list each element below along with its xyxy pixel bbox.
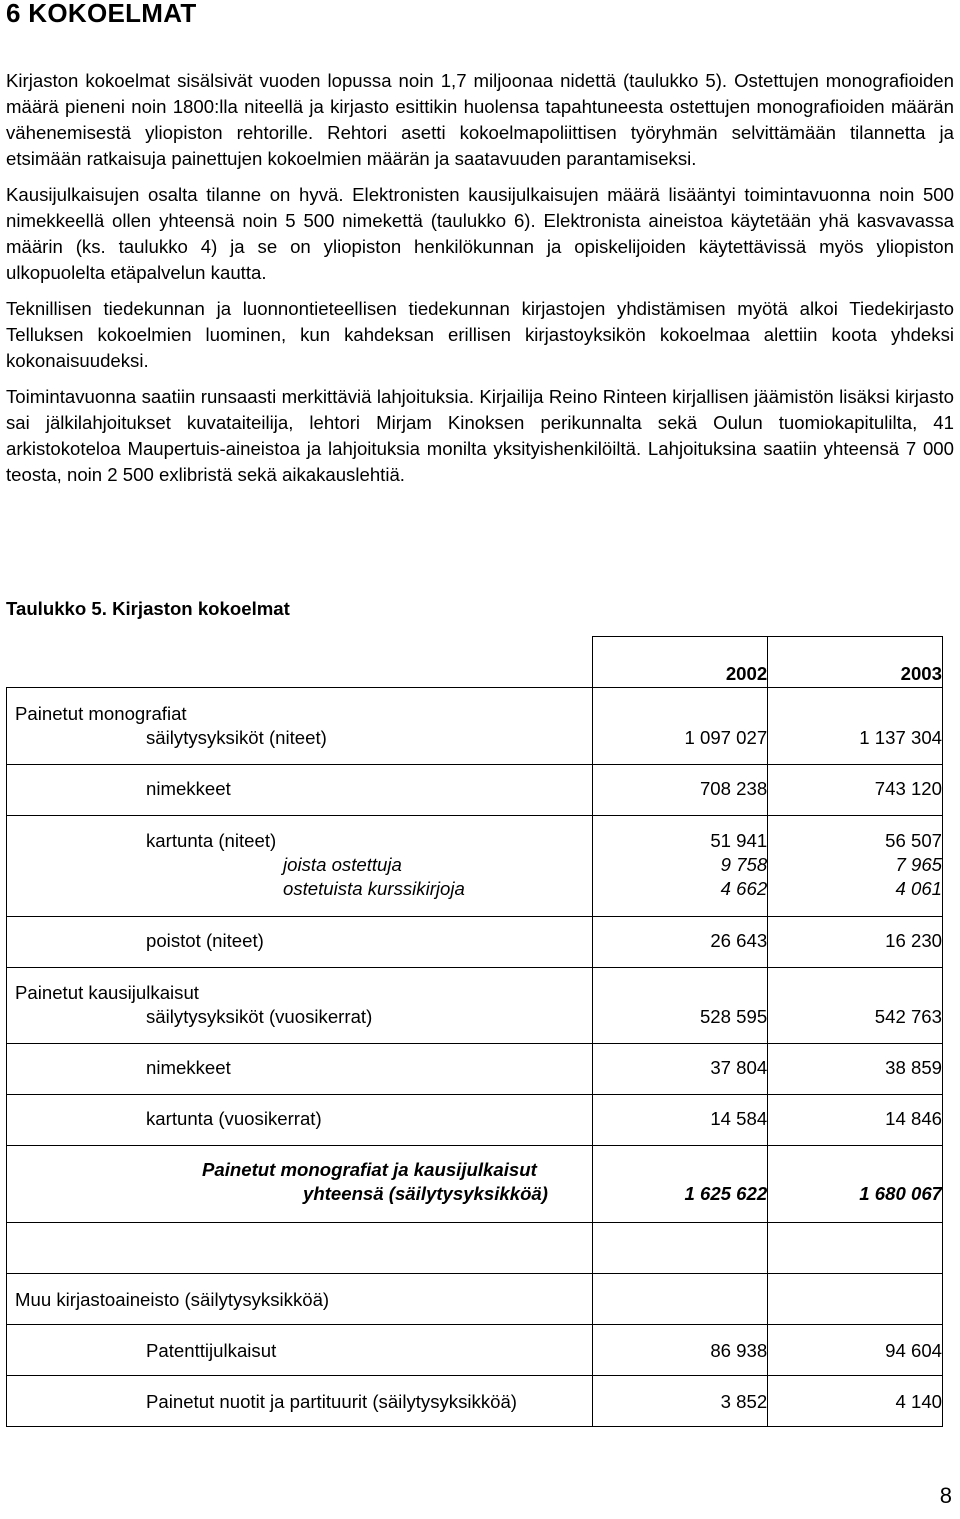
total-label: Painetut monografiat ja kausijulkaisut [202, 1159, 537, 1180]
cell-value: 4 662 [720, 878, 768, 899]
total-value: 1 680 067 [859, 1183, 942, 1204]
table-row [7, 917, 943, 968]
total-value: 1 625 622 [684, 1183, 768, 1204]
table-row [7, 1325, 943, 1376]
cell-value: 94 604 [885, 1340, 942, 1361]
paragraph-tellus: Teknillisen tiedekunnan ja luonnontieteellisen tiedekunnan kirjastojen yhdistämisen myötä alkoi Tiedekirjasto Telluksen kokoelmien luominen, kun kahdeksan erillisen kirjastoyksikön kokoelmaa alettiin koota yhdeksi kokonaisuudeksi. [6, 298, 954, 371]
cell-value: 1 137 304 [859, 727, 942, 748]
section-other-material: Muu kirjastoaineisto (säilytysyksikköä) [15, 1289, 330, 1310]
year-header-2003: 2003 [900, 663, 942, 684]
cell-value: 1 097 027 [684, 727, 768, 748]
table-row [7, 765, 943, 816]
year-header-2002: 2002 [725, 663, 768, 684]
table-row [7, 816, 943, 917]
body-text [6, 68, 954, 498]
cell-value: 37 804 [710, 1057, 768, 1078]
cell-value: 542 763 [874, 1006, 942, 1027]
table-total-row [7, 1146, 943, 1223]
table-spacer-row [7, 1223, 943, 1274]
cell-value: 26 643 [710, 930, 768, 951]
cell-value: 9 758 [720, 854, 768, 875]
table-row [7, 1376, 943, 1427]
cell-value: 14 584 [710, 1108, 768, 1129]
row-label: kartunta (niteet) [146, 830, 277, 851]
table-row [7, 1044, 943, 1095]
row-label: nimekkeet [146, 1057, 231, 1078]
cell-value: 38 859 [885, 1057, 942, 1078]
table-header-row [7, 637, 943, 688]
row-label: joista ostettuja [283, 854, 402, 875]
cell-value: 4 140 [895, 1391, 942, 1412]
row-label: ostetuista kurssikirjoja [283, 878, 465, 899]
chapter-heading: 6 KOKOELMAT [6, 0, 197, 28]
paragraph-serials: Kausijulkaisujen osalta tilanne on hyvä. Elektronisten kausijulkaisujen määrä lisääntyi toimintavuonna noin 500 nimekkeellä ollen yhteensä noin 5 500 nimekettä (taulukko 6). Elektronista aineistoa käytetään yhä kasvavassa määrin (ks. taulukko 4) ja se on yliopiston henkilökunnan ja opiskelijoiden käytettävissä myös yliopiston ulkopuolelta etäpalvelun kautta. [6, 184, 954, 283]
row-label: nimekkeet [146, 778, 231, 799]
cell-value: 51 941 [710, 830, 768, 851]
row-label: säilytysyksiköt (niteet) [146, 727, 327, 748]
paragraph-donations: Toimintavuonna saatiin runsaasti merkittäviä lahjoituksia. Kirjailija Reino Rinteen kirjallisen jäämistön lisäksi kirjasto sai jälkilahjoitukset kuvataiteilija, lehtori Mirjam Kinoksen perikunnalta sekä Oulun tuomiokapitulilta, 41 arkistokoteloa Maupertuis-aineistoa ja lahjoituksia monilta yksityishenkilöiltä. Lahjoituksina saatiin yhteensä 7 000 teosta, noin 2 500 exlibristä sekä aikakauslehtiä. [6, 386, 954, 485]
cell-value: 708 238 [699, 778, 768, 799]
cell-value: 14 846 [885, 1108, 942, 1129]
row-label: poistot (niteet) [146, 930, 264, 951]
page-number: 8 [939, 1483, 952, 1508]
row-label: Painetut nuotit ja partituurit (säilytysyksikköä) [146, 1391, 517, 1412]
cell-value: 743 120 [874, 778, 942, 799]
cell-value: 7 965 [895, 854, 942, 875]
section-printed-serials: Painetut kausijulkaisut [15, 982, 199, 1003]
row-label: säilytysyksiköt (vuosikerrat) [146, 1006, 373, 1027]
cell-value: 86 938 [710, 1340, 768, 1361]
table-row [7, 688, 943, 765]
row-label: Patenttijulkaisut [146, 1340, 277, 1361]
table-row [7, 1274, 943, 1325]
section-printed-monographs: Painetut monografiat [15, 703, 187, 724]
table-row [7, 1095, 943, 1146]
table-caption: Taulukko 5. Kirjaston kokoelmat [6, 598, 290, 619]
table-row [7, 968, 943, 1044]
cell-value: 528 595 [699, 1006, 768, 1027]
total-label: yhteensä (säilytysyksikköä) [303, 1183, 548, 1204]
row-label: kartunta (vuosikerrat) [146, 1108, 322, 1129]
paragraph-collections: Kirjaston kokoelmat sisälsivät vuoden lopussa noin 1,7 miljoonaa nidettä (taulukko 5). Ostettujen monografioiden määrä pieneni noin 1800:lla niteellä ja kirjasto esittikin huolensa tapahtuneesta ostettujen monografioiden määrän vähenemisestä yliopiston rehtorille. Rehtori asetti kokoelmapoliittisen työryhmän selvittämään tilannetta ja etsimään ratkaisuja painettujen kokoelmien määrän ja saatavuuden parantamiseksi. [6, 70, 954, 169]
cell-value: 16 230 [885, 930, 942, 951]
cell-value: 4 061 [895, 878, 942, 899]
collections-table [6, 636, 943, 1427]
cell-value: 56 507 [885, 830, 942, 851]
cell-value: 3 852 [720, 1391, 768, 1412]
